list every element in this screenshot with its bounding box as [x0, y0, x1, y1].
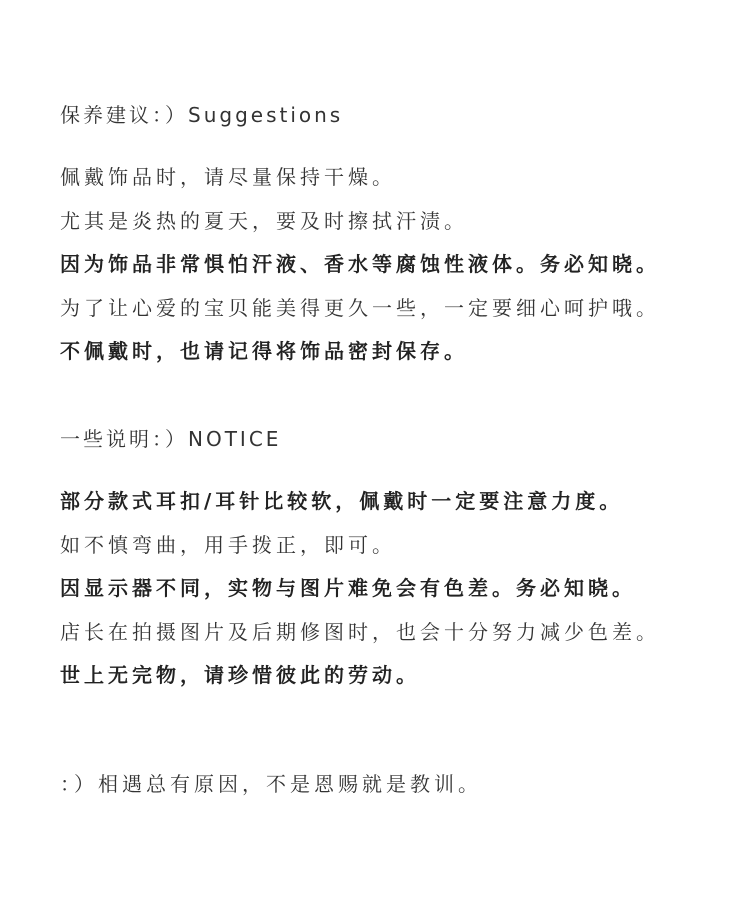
- care-line-2: 尤其是炎热的夏天，要及时擦拭汗渍。: [60, 209, 468, 233]
- care-heading: 保养建议：）Suggestions: [60, 103, 344, 127]
- notice-line-2: 如不慎弯曲，用手拨正，即可。: [60, 533, 396, 557]
- notice-line-3: 因显示器不同，实物与图片难免会有色差。务必知晓。: [60, 576, 636, 600]
- notice-heading: 一些说明：）NOTICE: [60, 427, 282, 451]
- notice-line-1: 部分款式耳扣/耳针比较软，佩戴时一定要注意力度。: [60, 489, 624, 513]
- closing-line: ：）相遇总有原因，不是恩赐就是教训。: [60, 772, 482, 796]
- care-line-3: 因为饰品非常惧怕汗液、香水等腐蚀性液体。务必知晓。: [60, 252, 660, 276]
- notice-line-4: 店长在拍摄图片及后期修图时，也会十分努力减少色差。: [60, 620, 660, 644]
- care-line-5: 不佩戴时，也请记得将饰品密封保存。: [60, 339, 468, 363]
- notice-line-5: 世上无完物，请珍惜彼此的劳动。: [60, 663, 420, 687]
- care-line-1: 佩戴饰品时，请尽量保持干燥。: [60, 165, 396, 189]
- care-line-4: 为了让心爱的宝贝能美得更久一些，一定要细心呵护哦。: [60, 296, 660, 320]
